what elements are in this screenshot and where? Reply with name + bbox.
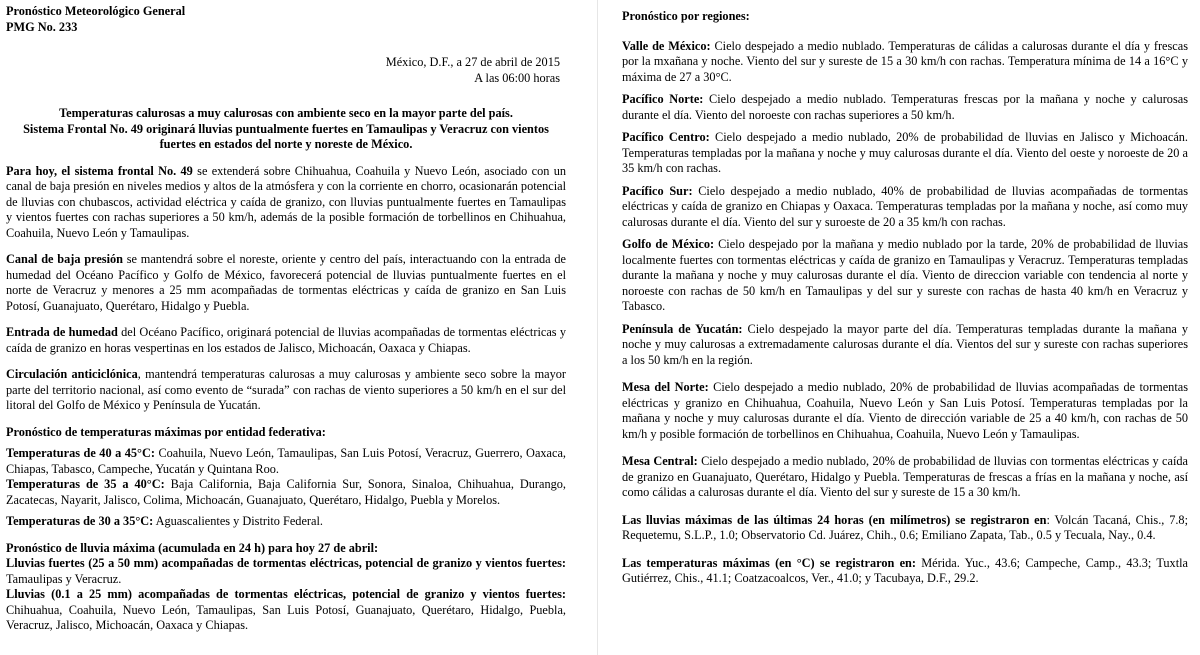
temps-35-40: [6, 477, 566, 508]
observed-rain-text: : Volcán Tacaná, Chis., 7.8; Requetemu, S.L.P., 1.0; Observatorio Cd. Juárez, Chih., 0.6; Emiliano Zapata, Tab., 0.5 y Tecuala, Nay., 0.4.: [622, 512, 1188, 542]
region-mesa-del-norte: [622, 380, 1188, 442]
headline-line-2: Sistema Frontal No. 49 originará lluvias puntualmente fuertes en Tamaulipas y Veracruz con vientos fuertes en estados del norte y noreste de México.: [23, 121, 549, 151]
observed-temp-lead: Las temperaturas máximas (en °C) se registraron en:: [622, 555, 916, 570]
section-heading: Pronóstico por regiones:: [622, 9, 750, 23]
region-pacifico-sur: [622, 184, 1188, 231]
issue-time: A las 06:00 horas: [474, 70, 560, 85]
rain-light: [6, 587, 566, 634]
region-forecast: Cielo despejado a medio nublado. Temperaturas frescas por la mañana y noche y calurosas durante el día. Viento del noroeste con rachas superiores a 50 km/h.: [622, 92, 1188, 122]
rain-range-label: Lluvias fuertes (25 a 50 mm) acompañadas de tormentas eléctricas, potencial de granizo y vientos fuertes:: [6, 556, 566, 570]
region-forecast: Cielo despejado por la mañana y medio nublado por la tarde, 20% de probabilidad de lluvias localmente fuertes con tormentas eléctricas y caída de granizo en Tamaulipas y Veracruz. Temperaturas templadas durante la mañana y noche y muy calurosas durante el día. Viento de direccion variable con tendencia al norte y noroeste con rachas de 50 km/h en Tamaulipas y del sur y sureste con rachas de hasta 40 km/h en Veracruz y Tabasco.: [622, 237, 1188, 313]
right-column: [622, 0, 1188, 587]
region-name: Pacífico Centro:: [622, 130, 710, 144]
section-heading: Pronóstico de temperaturas máximas por entidad federativa:: [6, 424, 326, 439]
temp-range-states: Coahuila, Nuevo León, Tamaulipas, San Luis Potosí, Veracruz, Guerrero, Oaxaca, Chiapas, Tabasco, Campeche, Yucatán y Quintana Roo.: [6, 446, 566, 476]
paragraph-text: se extenderá sobre Chihuahua, Coahuila y Nuevo León, asociado con un canal de baja presión en niveles medios y altos de la atmósfera y con la corriente en chorro, ocasionarán potencial de lluvias con chubascos, actividad eléctrica y caída de granizo, con lluvias puntualmente fuertes en Tamaulipas y vientos fuertes con rachas superiores a 50 km/h, además de la posible formación de torbellinos en Chihuahua, Coahuila, Nuevo León y Tamaulipas.: [6, 163, 566, 240]
temps-title: [6, 425, 566, 441]
temps-40-45: [6, 446, 566, 477]
region-name: Valle de México:: [622, 38, 711, 53]
paragraph-text: del Océano Pacífico, originará potencial de lluvias acompañadas de tormentas eléctricas y caída de granizo en horas vespertinas en los estados de Jalisco, Michoacán, Oaxaca y Chiapas.: [6, 325, 567, 355]
paragraph-humidity: [6, 325, 566, 356]
section-heading: Pronóstico de lluvia máxima (acumulada en 24 h) para hoy 27 de abril:: [6, 540, 379, 555]
observed-rain-lead: Las lluvias máximas de las últimas 24 horas (en milímetros) se registraron en: [622, 512, 1047, 527]
paragraph-text: se mantendrá sobre el noreste, oriente y centro del país, interactuando con la entrada de humedad del Océano Pacífico y Golfo de México, favorecerá potencial de lluvias puntualmente fuertes en el norte de Veracruz y menores a 25 mm acompañadas de tormentas eléctricas y caída de granizo en San Luis Potosí, Guanajuato, Querétaro, Hidalgo y Puebla.: [6, 252, 567, 313]
paragraph-text: , mantendrá temperaturas calurosas a muy calurosas y ambiente seco sobre la mayor parte del territorio nacional, así como evento de “surada” con rachas de viento superiores a 50 km/h en el sur del litoral del Golfo de México y Península de Yucatán.: [6, 367, 566, 412]
region-golfo-de-mexico: [622, 237, 1188, 315]
paragraph-lead: Canal de baja presión: [6, 252, 123, 266]
temp-range-label: Temperaturas de 35 a 40°C:: [6, 477, 165, 491]
paragraph-lead: Entrada de humedad: [6, 325, 118, 339]
temp-range-states: Baja California, Baja California Sur, Sonora, Sinaloa, Chihuahua, Durango, Zacatecas, Nayarit, Jalisco, Colima, Michoacán, Guanajuato, Querétaro, Hidalgo, Puebla y Morelos.: [6, 477, 566, 507]
observed-max-temp: [622, 556, 1188, 587]
rain-title: [6, 541, 566, 557]
temp-range-label: Temperaturas de 30 a 35°C:: [6, 514, 154, 528]
paragraph-lead: Para hoy, el sistema frontal No. 49: [6, 163, 193, 178]
paragraph-lead: Circulación anticiclónica: [6, 367, 138, 381]
temp-range-states: Aguascalientes y Distrito Federal.: [153, 514, 323, 528]
region-forecast: Cielo despejado a medio nublado, 20% de probabilidad de lluvias acompañadas de tormentas eléctricas y granizo en Chihuahua, Coahuila, Nuevo León y San Luis Potosí. Temperaturas templadas por la mañana y noche y muy calurosas durante el día. Viento de dirección variable de 25 a 40 km/h, con rachas de 50 km/h y posible formación de torbellinos en Chihuahua, Coahuila, Nuevo León y Tamaulipas.: [622, 380, 1188, 441]
temps-30-35: [6, 514, 566, 530]
paragraph-frontal-system: [6, 164, 566, 242]
paragraph-anticyclone: [6, 367, 566, 414]
region-name: Pacífico Sur:: [622, 183, 693, 198]
region-mesa-central: [622, 454, 1188, 501]
region-forecast: Cielo despejado a medio nublado, 20% de probabilidad de lluvias con tormentas eléctricas y caída de granizo en Guanajuato, Querétaro, Hidalgo y Puebla. Temperaturas de frescas a frías en la mañana y noche, así como cálidas a calurosas durante el día. Viento del sur y sureste de 15 a 30 km/h.: [622, 454, 1188, 499]
region-name: Pacífico Norte:: [622, 92, 704, 106]
region-forecast: Cielo despejado a medio nublado, 40% de probabilidad de lluvias acompañadas de tormentas eléctricas y caída de granizo en Chiapas y Oaxaca. Temperaturas templadas por la mañana y noche, así como muy calurosas durante el día. Viento del sur y suroeste de 20 a 35 km/h con rachas.: [622, 183, 1188, 229]
region-name: Mesa del Norte:: [622, 380, 709, 394]
observed-temp-text: Mérida. Yuc., 43.6; Campeche, Camp., 43.3; Tuxtla Gutiérrez, Chis., 41.1; Coatzacoalcos, Ver., 41.0; y Tacubaya, D.F., 29.2.: [622, 555, 1188, 585]
region-peninsula-de-yucatan: [622, 322, 1188, 369]
headline-line-1: Temperaturas calurosas a muy calurosas con ambiente seco en la mayor parte del país.: [59, 106, 513, 120]
region-name: Mesa Central:: [622, 454, 698, 468]
region-forecast: Cielo despejado a medio nublado, 20% de probabilidad de lluvias en Jalisco y Michoacán. Temperaturas templadas por la mañana y noche y muy calurosas durante el día. Viento del oeste y noroeste de 20 a 35 km/h con rachas.: [622, 130, 1189, 175]
temp-range-label: Temperaturas de 40 a 45°C:: [6, 446, 155, 460]
bulletin-number: PMG No. 233: [6, 19, 78, 34]
region-name: Golfo de México:: [622, 237, 715, 251]
dateline: México, D.F., a 27 de abril de 2015: [385, 55, 560, 69]
left-column: [6, 0, 566, 634]
region-pacifico-centro: [622, 130, 1188, 177]
region-forecast: Cielo despejado la mayor parte del día. Temperaturas templadas durante la mañana y noche y muy calurosas a extremadamente calurosas durante el día. Vientos del sur y sureste con rachas superiores a los 50 km/h en la región.: [622, 321, 1188, 367]
bulletin-title: Pronóstico Meteorológico General: [6, 4, 186, 18]
column-divider: [597, 0, 598, 655]
region-pacifico-norte: [622, 92, 1188, 123]
paragraph-low-pressure: [6, 252, 566, 314]
observed-max-rain: [622, 513, 1188, 544]
region-forecast: Cielo despejado a medio nublado. Temperaturas de cálidas a calurosas durante el día y frescas por la mxañana y noche. Viento del sur y sureste de 15 a 30 km/h con rachas. Temperatura mínima de 14 a 16°C y máxima de 27 a 30°C.: [622, 38, 1188, 84]
rain-range-states: Chihuahua, Coahuila, Nuevo León, Tamaulipas, San Luis Potosí, Guanajuato, Querétaro, Hidalgo, Puebla, Veracruz, Jalisco, Michoacán, Oaxaca y Chiapas.: [6, 602, 566, 632]
region-name: Península de Yucatán:: [622, 321, 743, 336]
region-valle-de-mexico: [622, 39, 1188, 86]
regions-title: [622, 9, 1188, 25]
headline: [22, 106, 550, 153]
rain-range-states: Tamaulipas y Veracruz.: [6, 571, 122, 586]
rain-strong: [6, 556, 566, 587]
rain-range-label: Lluvias (0.1 a 25 mm) acompañadas de tormentas eléctricas, potencial de granizo y vientos fuertes:: [6, 587, 566, 601]
